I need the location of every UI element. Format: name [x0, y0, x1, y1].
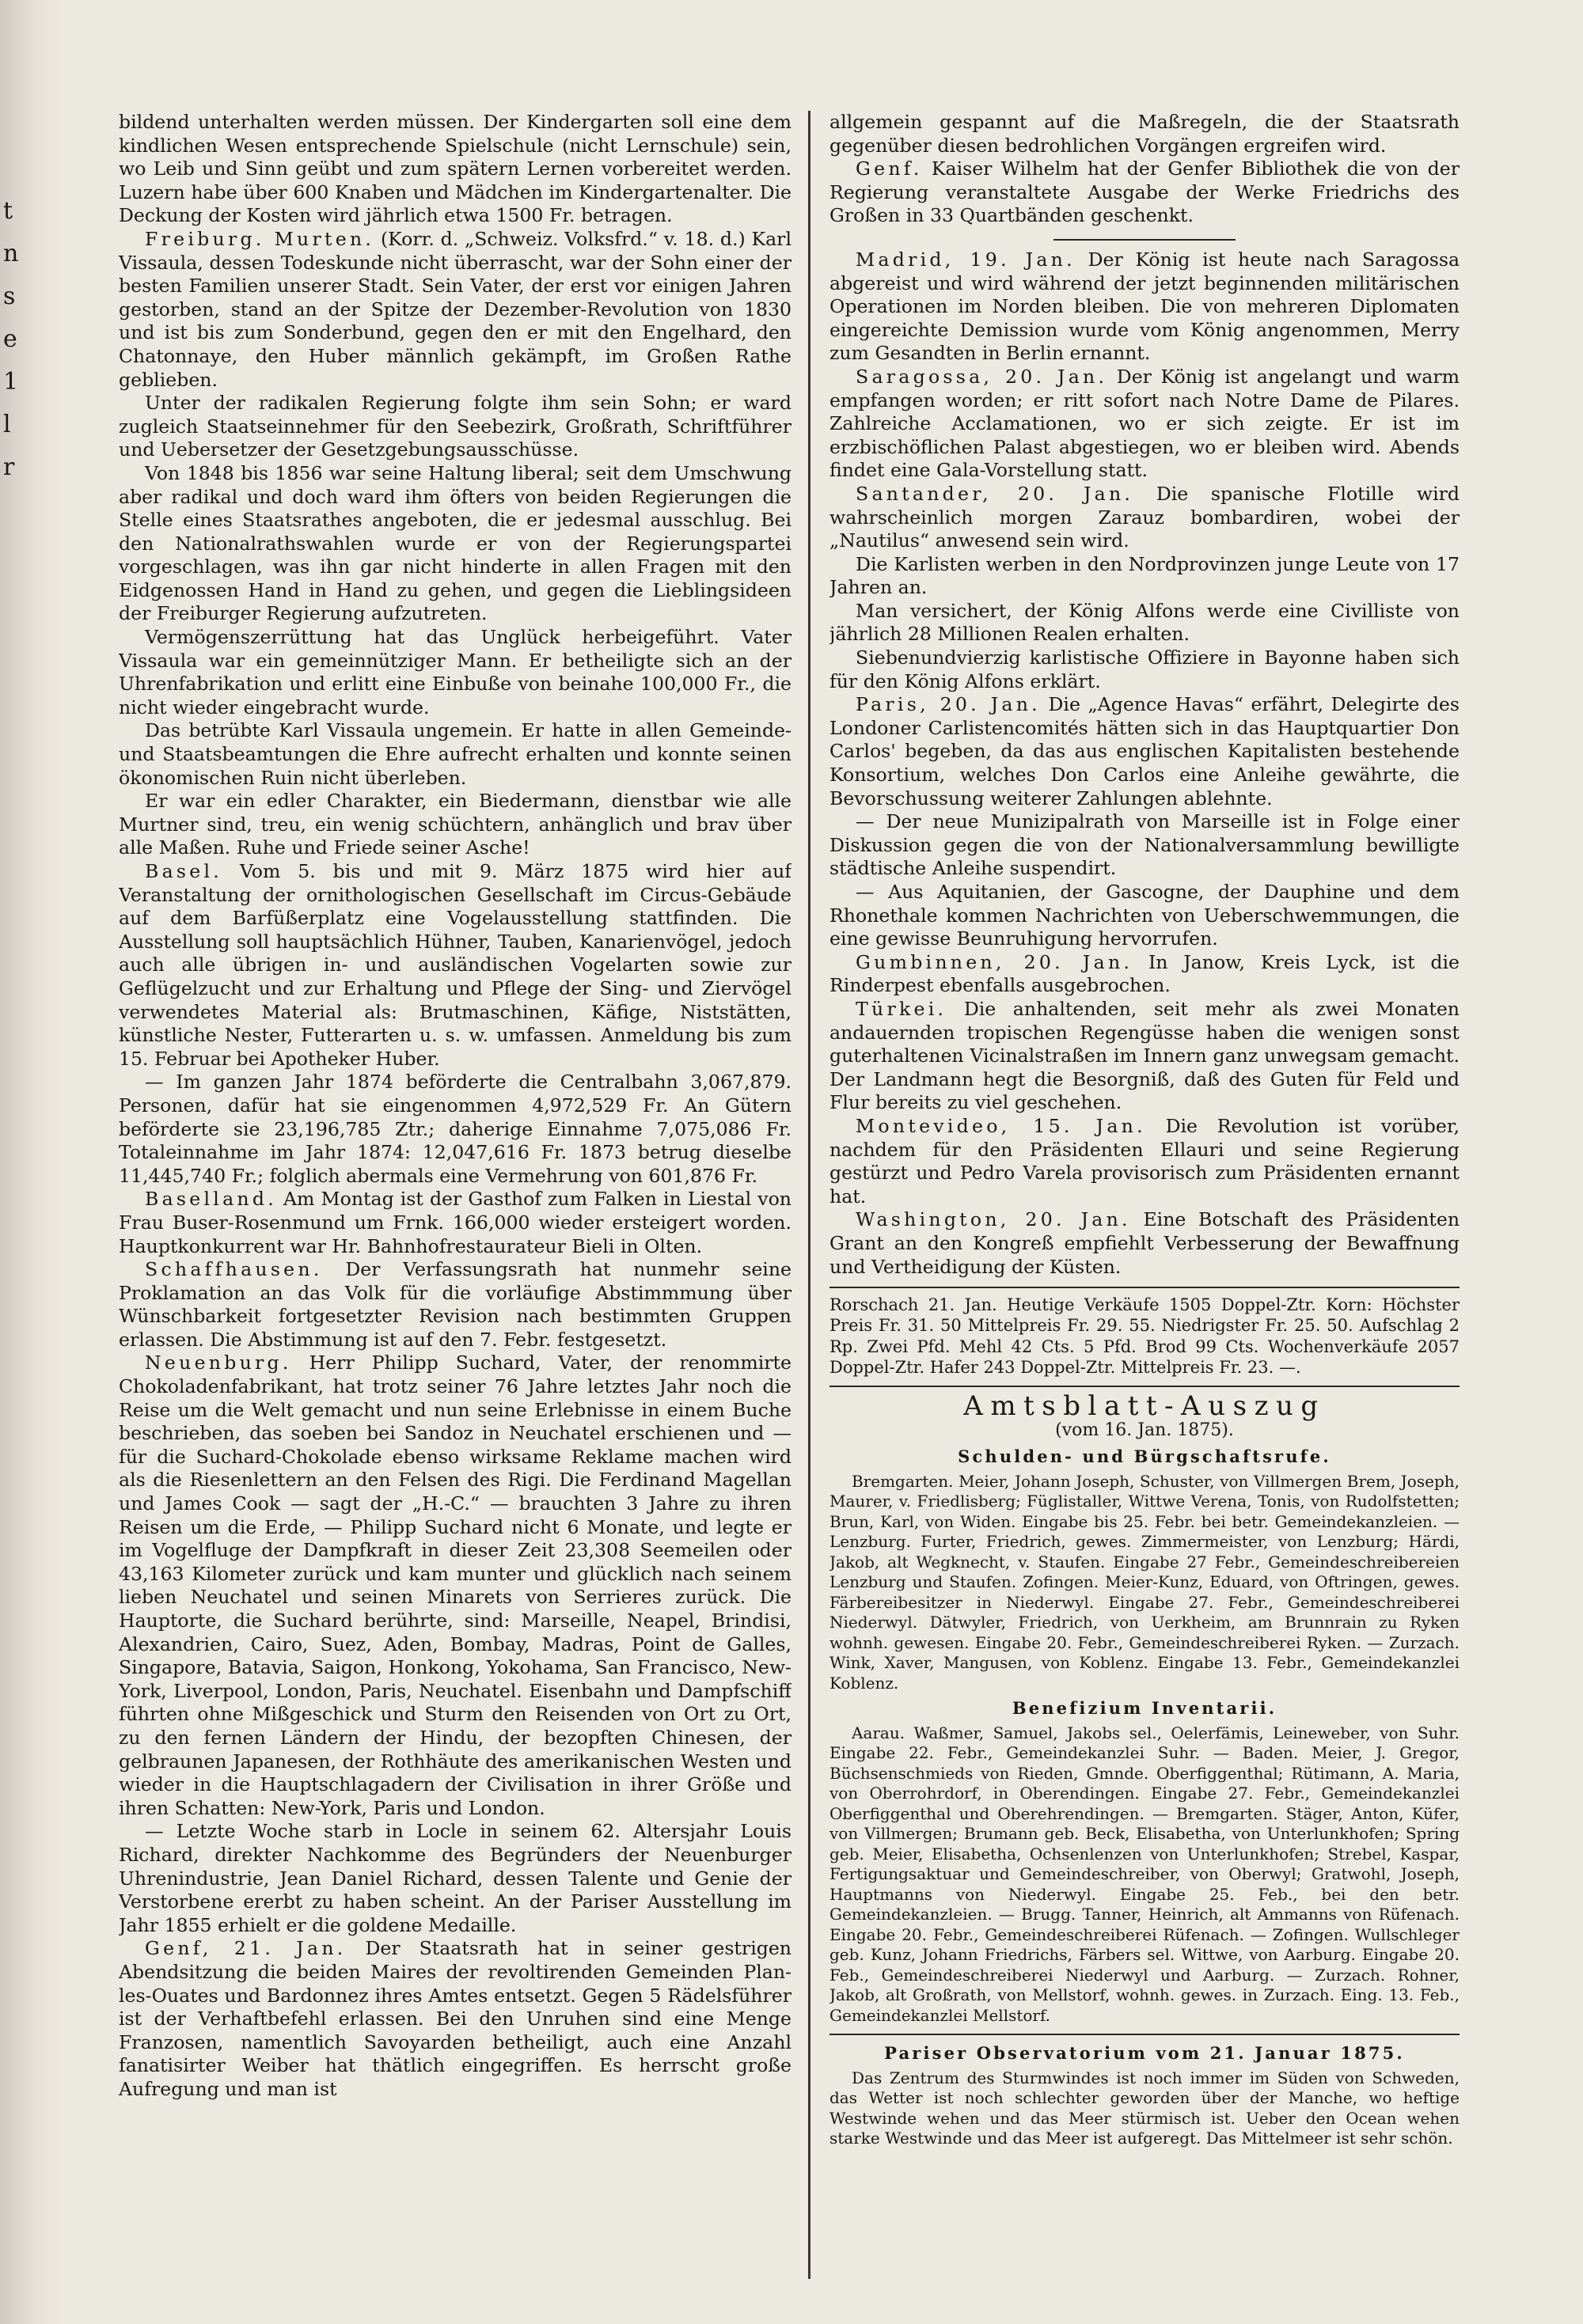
dateline: Türkei. — [856, 997, 947, 1020]
article-paragraph — [829, 998, 1460, 1115]
adjacent-page-edge — [3, 190, 27, 489]
dateline: Genf, 21. Jan. — [145, 1937, 347, 1960]
dateline: Schaffhausen. — [145, 1258, 323, 1281]
edge-char: l — [3, 411, 11, 438]
article-paragraph — [119, 626, 792, 719]
right-column — [829, 111, 1460, 2269]
paragraph-text: Eine Botschaft des Präsidenten Grant an den Kongreß empfiehlt Verbesserung der Bewaffnung und Vertheidigung der Küsten. — [829, 1208, 1460, 1278]
article-paragraph — [829, 881, 1460, 951]
edge-char: s — [3, 282, 16, 310]
article-paragraph — [829, 483, 1460, 553]
article-paragraph — [829, 810, 1460, 881]
article-paragraph — [119, 111, 792, 228]
article-paragraph — [119, 1188, 792, 1258]
observatory-text: Das Zentrum des Sturmwindes ist noch immer im Süden von Schweden, das Wetter ist noch schlechter geworden über der Manche, wo heftige Westwinde wehen und das Meer stürmisch ist. Ueber den Ocean wehen starke Westwinde und das Meer ist aufgeregt. Das Mittelmeer ist sehr schön. — [829, 2068, 1460, 2148]
paragraph-text: Die spanische Flotille wird wahrscheinlich morgen Zarauz bombardiren, wobei der „Nautilus“ anwesend sein wird. — [829, 482, 1460, 552]
article-paragraph — [829, 553, 1460, 600]
article-paragraph — [829, 111, 1460, 157]
column-divider — [808, 111, 810, 2279]
paragraph-text: Der Verfassungsrath hat nunmehr seine Proklamation an das Volk für die vorläufige Abstimmmung über Wünschbarkeit fortgesetzter Revision nach bestimmten Gruppen erlassen. Die Abstimmung ist auf den 7. Febr. festgesetzt. — [119, 1258, 792, 1351]
separator-rule — [829, 2034, 1460, 2035]
paragraph-text: Das betrübte Karl Vissaula ungemein. Er hatte in allen Gemeinde- und Staatsbeamtungen die Ehre aufrecht erhalten und konnte seinen ökonomischen Ruin nicht überleben. — [119, 719, 792, 789]
paragraph-text: — Letzte Woche starb in Locle in seinem 62. Altersjahr Louis Richard, direkter Nachkomme des Begründers der Neuenburger Uhrenindustrie, Jean Daniel Richard, dessen Talente und Genie der Verstorbene ererbt zu haben scheint. An der Pariser Ausstellung im Jahr 1855 erhielt er die goldene Medaille. — [119, 1820, 792, 1936]
article-paragraph — [829, 1208, 1460, 1279]
observatory-title: Pariser Observatorium vom 21. Januar 1875. — [884, 2043, 1405, 2064]
dateline: Gumbinnen, 20. Jan. — [856, 950, 1133, 973]
paragraph-text: Die „Agence Havas“ erfährt, Delegirte des Londoner Carlistencomités hätten sich in das Hauptquartier Don Carlos' begeben, da das aus englischen Kapitalisten bestehende Konsortium, welches Don Carlos eine Anleihe gewährte, die Bevorschussung weiterer Zahlungen ablehnte. — [829, 693, 1460, 809]
dateline: Santander, 20. Jan. — [856, 482, 1134, 505]
news-items — [829, 111, 1460, 1279]
article-paragraph — [119, 462, 792, 626]
article-paragraph — [119, 719, 792, 790]
article-paragraph — [119, 1258, 792, 1352]
article-paragraph — [119, 1071, 792, 1188]
amtsblatt-date: (vom 16. Jan. 1875). — [1055, 1420, 1234, 1440]
paragraph-text: Von 1848 bis 1856 war seine Haltung liberal; seit dem Umschwung aber radikal und doch ward ihm öfters von beiden Regierungen die Stelle eines Staatsrathes angeboten, die er jedesmal ausschlug. Bei den Nationalrathswahlen wurde er von der Regierungspartei vorgeschlagen, was ihn gar nicht hinderte in allen Fragen mit den Eidgenossen Hand in Hand zu gehen, und gegen die Lieblingsideen der Freiburger Regierung aufzutreten. — [119, 461, 792, 625]
market-report: Rorschach 21. Jan. Heutige Verkäufe 1505 Doppel-Ztr. Korn: Höchster Preis Fr. 31. 50 Mittelpreis Fr. 29. 55. Niedrigster Fr. 25. 50. Aufschlag 2 Rp. Zwei Pfd. Mehl 42 Cts. 5 Pfd. Brod 99 Cts. Wochenverkäufe 2057 Doppel-Ztr. Hafer 243 Doppel-Ztr. Mittelpreis Fr. 23. —. — [829, 1295, 1460, 1377]
edge-char: 1 — [3, 368, 19, 396]
article-paragraph — [119, 1820, 792, 1937]
paragraph-text: — Aus Aquitanien, der Gascogne, der Dauphine und dem Rhonethale kommen Nachrichten von Ueberschwemmungen, die eine gewisse Beunruhigung hervorrufen. — [829, 881, 1460, 950]
section-text-schulden: Bremgarten. Meier, Johann Joseph, Schuster, von Villmergen Brem, Joseph, Maurer, v. Friedlisberg; Füglistaller, Wittwe Verena, Tonis, von Rudolfstetten; Brun, Karl, von Widen. Eingabe bis 25. Febr. bei betr. Gemeindekanzleien. — Lenzburg. Furter, Friedrich, gewes. Zimmermeister, von Lenzburg; Härdi, Jakob, alt Wegknecht, v. Staufen. Eingabe 27 Febr., Gemeindeschreibereien Lenzburg und Staufen. Zofingen. Meier-Kunz, Eduard, von Oftringen, gewes. Färbereibesitzer in Niederwyl. Eingabe 27. Febr., Gemeindeschreiberei Niederwyl. Dätwyler, Friedrich, von Uerkheim, am Brunnrain zu Ryken wohnh. gewesen. Eingabe 20. Febr., Gemeindeschreiberei Ryken. — Zurzach. Wink, Xaver, Mangusen, von Koblenz. Eingabe 13. Febr., Gemeindekanzlei Koblenz. — [829, 1471, 1460, 1693]
separator-rule — [1053, 239, 1236, 241]
article-paragraph — [119, 790, 792, 860]
paragraph-text: In Janow, Kreis Lyck, ist die Rinderpest ebenfalls ausgebrochen. — [829, 950, 1460, 997]
dateline: Montevideo, 15. Jan. — [856, 1114, 1146, 1137]
edge-char: e — [3, 325, 17, 353]
paragraph-text: Man versichert, der König Alfons werde eine Civilliste von jährlich 28 Millionen Realen erhalten. — [829, 599, 1460, 646]
paragraph-text: Der König ist angelangt und warm empfangen worden; er ritt sofort nach Notre Dame de Pilares. Zahlreiche Acclamationen, wo er sich zeigte. Er ist im erzbischöflichen Palast abgestiegen, wo er bleiben wird. Abends findet eine Gala-Vorstellung statt. — [829, 365, 1460, 482]
paragraph-text: Am Montag ist der Gasthof zum Falken in Liestal von Frau Buser-Rosenmund um Frnk. 166,000 wieder ersteigert worden. Hauptkonkurrent war Hr. Bahnhofrestaurateur Bieli in Olten. — [119, 1188, 792, 1257]
paragraph-text: Der Staatsrath hat in seiner gestrigen Abendsitzung die beiden Maires der revoltirenden Gemeinden Plan-les-Ouates und Bardonnez ihres Amtes entsetzt. Gegen 5 Rädelsführer ist der Verhaftbefehl erlassen. Bei den Unruhen sind eine Menge Franzosen, namentlich Savoyarden betheiligt, auch eine Anzahl fanatisirter Weiber hat thätlich eingegriffen. Es herrscht große Aufregung und man ist — [119, 1937, 792, 2100]
article-paragraph — [829, 248, 1460, 366]
edge-char: r — [3, 453, 15, 481]
section-text-benefizium: Aarau. Waßmer, Samuel, Jakobs sel., Oelerfämis, Leineweber, von Suhr. Eingabe 22. Febr., Gemeindekanzlei Suhr. — Baden. Meier, J. Gregor, Büchsenschmieds von Rieden, Gmnde. Oberfiggenthal; Rütimann, A. Maria, von Oberrohrdorf, in Oberendingen. Eingabe 27. Febr., Gemeindekanzlei Oberfiggenthal und Oberehrendingen. — Bremgarten. Stäger, Anton, Küfer, von Villmergen; Brumann geb. Beck, Elisabetha, von Unterlunkhofen; Spring geb. Meier, Elisabetha, Ochsenlenzen von Unterlunkhofen; Strebel, Kaspar, Fertigungsaktuar und Gemeindeschreiber, von Oberwyl; Gratwohl, Joseph, Hauptmanns von Niederwyl. Eingabe 25. Feb., bei den betr. Gemeindekanzleien. — Brugg. Tanner, Heinrich, alt Ammanns von Rüfenach. Eingabe 20. Febr., Gemeindeschreiberei Rüfenach. — Zofingen. Wullschleger geb. Kunz, Johann Friedrichs, Färbers sel. Wittwe, von Aarburg. Eingabe 20. Feb., Gemeindeschreiberei Niederwyl und Aarburg. — Zurzach. Rohner, Jakob, alt Großrath, von Mellstorf, wohnh. gewes. in Zurzach. Eing. 13. Feb., Gemeindekanzlei Mellstorf. — [829, 1723, 1460, 2025]
left-column — [119, 111, 792, 2269]
edge-char: n — [3, 240, 19, 267]
article-paragraph — [119, 860, 792, 1071]
edge-char: t — [3, 197, 13, 225]
paragraph-text: bildend unterhalten werden müssen. Der Kindergarten soll eine dem kindlichen Wesen entsprechende Spielschule (nicht Lernschule) sein, wo Leib und Sinn geübt und zum spätern Lernen vorbereitet werden. Luzern habe über 600 Knaben und Mädchen im Kindergartenalter. Die Deckung der Kosten wird jährlich etwa 1500 Fr. betragen. — [119, 111, 792, 227]
paragraph-text: Die anhaltenden, seit mehr als zwei Monaten andauernden tropischen Regengüsse haben die wenigen sonst guterhaltenen Vicinalstraßen im Innern ganz unwegsam gemacht. Der Landmann hegt die Besorgniß, daß des Guten für Feld und Flur bereits zu viel geschehen. — [829, 997, 1460, 1114]
paragraph-text: Siebenundvierzig karlistische Offiziere in Bayonne haben sich für den König Alfons erklärt. — [829, 646, 1460, 692]
article-paragraph — [829, 951, 1460, 998]
separator-rule — [829, 1386, 1460, 1387]
dateline: Washington, 20. Jan. — [856, 1208, 1131, 1231]
paragraph-text: Herr Philipp Suchard, Vater, der renommirte Chokoladenfabrikant, hat trotz seiner 76 Jahre letztes Jahr noch die Reise um die Welt gemacht und nun seine Erlebnisse in einem Buche beschrieben, das soeben bei Sandoz in Neuchatel erschienen und — für die Suchard-Chokolade ebenso wirksame Reklame machen wird als die Riesenlettern an den Felsen des Rigi. Die Ferdinand Magellan und James Cook — sagt der „H.-C.“ — brauchten 3 Jahre zu ihren Reisen um die Erde, — Philipp Suchard nicht 6 Monate, und legte er im Vogelfluge der Dampfkraft in dieser Zeit 23,308 Seemeilen oder 43,163 Kilometer zurück und kam munter und glücklich nach seinem lieben Neuchatel und seinen Minarets von Serrieres zurück. Die Hauptorte, die Suchard berührte, sind: Marseille, Neapel, Brindisi, Alexandrien, Cairo, Suez, Aden, Bombay, Madras, Point de Galles, Singapore, Batavia, Saigon, Honkong, Yokohama, San Francisco, New-York, Liverpool, London, Paris, Neuchatel. Eisenbahn und Dampfschiff führten ohne Mißgeschick und Sturm den Reisenden von Ort zu Ort, zu den fernen Ländern der Hindu, der bezopften Chinesen, der gelbraunen Japanesen, der Rothhäute des amerikanischen Westen und wieder in die Hauptschlagadern der Civilisation in ihrer Größe und ihren Schatten: New-York, Paris und London. — [119, 1352, 792, 1819]
article-paragraph — [119, 1352, 792, 1820]
dateline: Basel. — [145, 860, 223, 882]
paragraph-text: Vermögenszerrüttung hat das Unglück herbeigeführt. Vater Vissaula war ein gemeinnütziger Mann. Er betheiligte sich an der Uhrenfabrikation und erlitt eine Einbuße von beinahe 100,000 Fr., die nicht wieder eingebracht wurde. — [119, 626, 792, 718]
paragraph-text: Er war ein edler Charakter, ein Biedermann, dienstbar wie alle Murtner sind, treu, ein wenig schüchtern, anhänglich und brav über alle Maßen. Ruhe und Friede seiner Asche! — [119, 790, 792, 859]
dateline: Freiburg. Murten. — [145, 227, 375, 250]
article-paragraph — [829, 693, 1460, 810]
paragraph-text: Die Revolution ist vorüber, nachdem für den Präsidenten Ellauri und seine Regierung gestürzt und Pedro Varela provisorisch zum Präsidenten ernannt hat. — [829, 1114, 1460, 1207]
article-paragraph — [829, 600, 1460, 646]
article-paragraph — [119, 1937, 792, 2101]
paragraph-text: — Der neue Munizipalrath von Marseille ist in Folge einer Diskussion gegen die von der Nationalversammlung bewilligte städtische Anleihe suspendirt. — [829, 810, 1460, 880]
section-title-benefizium: Benefizium Inventarii. — [1012, 1698, 1277, 1719]
paragraph-text: (Korr. d. „Schweiz. Volksfrd.“ v. 18. d.) Karl Vissaula, dessen Todeskunde nicht überrascht, war der Sohn einer der besten Familien unserer Stadt. Sein Vater, der erst vor einigen Jahren gestorben, stand an der Spitze der Dezember-Revolution von 1830 und ist bis zum Sonderbund, gegen den er mit den Engelhard, den Chatonnaye, den Huber männlich gekämpft, im Großen Rathe geblieben. — [119, 227, 792, 391]
dateline: Genf. — [856, 157, 923, 180]
article-paragraph — [119, 392, 792, 462]
article-paragraph — [829, 646, 1460, 693]
separator-rule — [829, 1287, 1460, 1288]
paragraph-text: Vom 5. bis und mit 9. März 1875 wird hier auf Veranstaltung der ornithologischen Gesellschaft im Circus-Gebäude auf dem Barfüßerplatz eine Vogelausstellung stattfinden. Die Ausstellung soll hauptsächlich Hühner, Tauben, Kanarienvögel, jedoch auch alle übrigen in- und ausländischen Vogelarten sowie zur Geflügelzucht und zur Erhaltung und Pflege der Sing- und Ziervögel verwendetes Material als: Brutmaschinen, Käfige, Niststätten, künstliche Nester, Futterarten u. s. w. umfassen. Anmeldung bis zum 15. Februar bei Apotheker Huber. — [119, 860, 792, 1070]
paragraph-text: — Im ganzen Jahr 1874 beförderte die Centralbahn 3,067,879. Personen, dafür hat sie eingenommen 4,972,529 Fr. An Gütern beförderte sie 23,196,785 Ztr.; daherige Einnahme 7,075,086 Fr. Totaleinnahme im Jahr 1874: 12,047,616 Fr. 1873 betrug dieselbe 11,445,740 Fr.; folglich abermals eine Vermehrung von 601,876 Fr. — [119, 1071, 792, 1187]
dateline: Saragossa, 20. Jan. — [856, 365, 1108, 388]
article-paragraph — [829, 366, 1460, 483]
dateline: Madrid, 19. Jan. — [856, 248, 1076, 271]
article-paragraph — [119, 228, 792, 392]
paragraph-text: Kaiser Wilhelm hat der Genfer Bibliothek die von der Regierung veranstaltete Ausgabe der Werke Friedrichs des Großen in 33 Quartbänden geschenkt. — [829, 157, 1460, 227]
section-title-schulden: Schulden- und Bürgschaftsrufe. — [958, 1446, 1331, 1467]
dateline: Paris, 20. Jan. — [856, 693, 1041, 716]
paragraph-text: Der König ist heute nach Saragossa abgereist und wird während der jetzt beginnenden militärischen Operationen im Norden bleiben. Die von mehreren Diplomaten eingereichte Demission wurde vom König angenommen, Merry zum Gesandten in Berlin ernannt. — [829, 248, 1460, 365]
dateline: Baselland. — [145, 1188, 277, 1211]
paragraph-text: Die Karlisten werben in den Nordprovinzen junge Leute von 17 Jahren an. — [829, 552, 1460, 599]
paragraph-text: allgemein gespannt auf die Maßregeln, die der Staatsrath gegenüber diesen bedrohlichen Vorgängen ergreifen wird. — [829, 111, 1460, 157]
article-paragraph — [829, 1115, 1460, 1208]
paragraph-text: Unter der radikalen Regierung folgte ihm sein Sohn; er ward zugleich Staatseinnehmer für den Seebezirk, Großrath, Schriftführer und Uebersetzer der Gesetzgebungsausschüsse. — [119, 392, 792, 461]
article-paragraph — [829, 157, 1460, 228]
amtsblatt-title: Amtsblatt-Auszug — [963, 1389, 1326, 1422]
dateline: Neuenburg. — [145, 1352, 292, 1374]
